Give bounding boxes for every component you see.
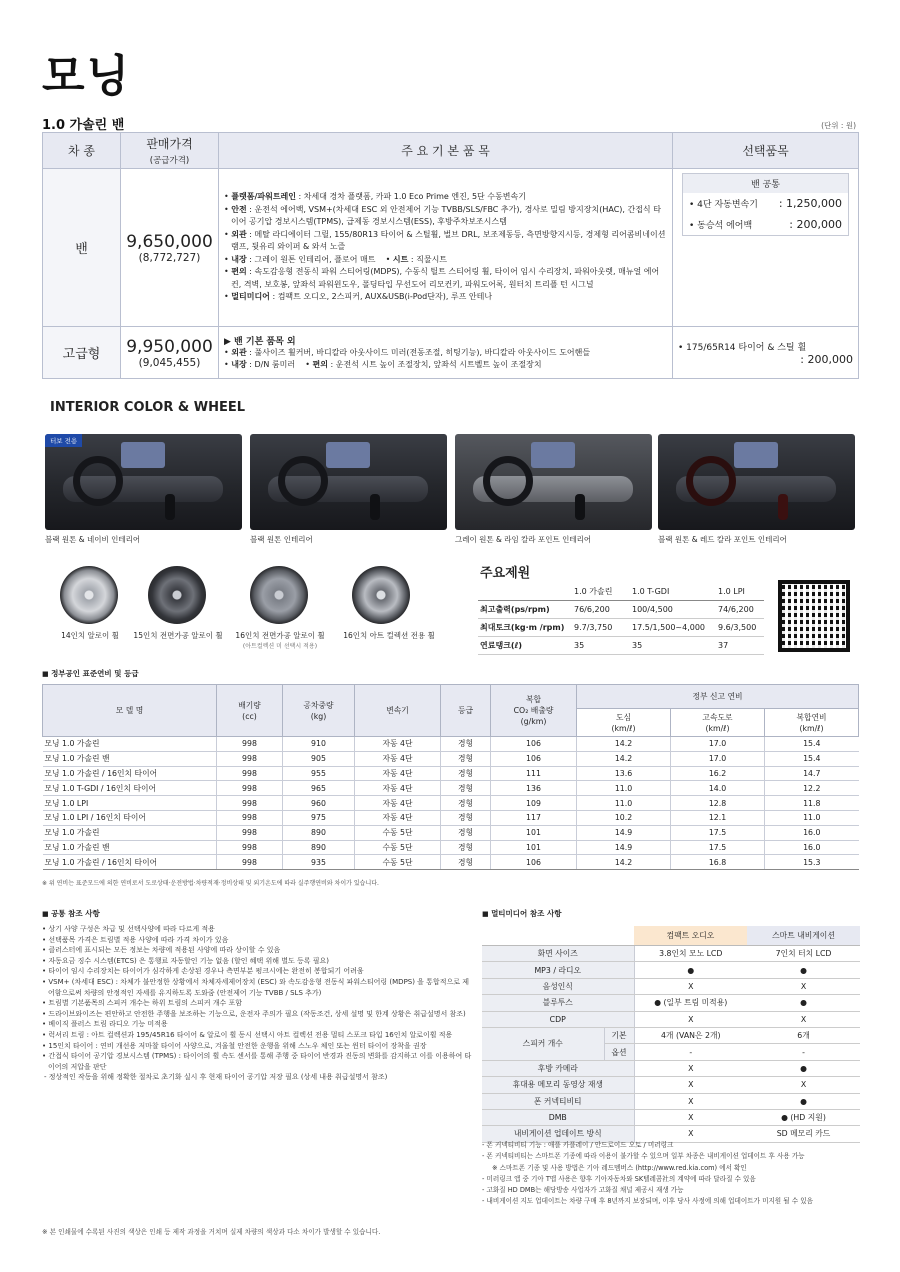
list-item: - 폰 커넥티비티 기능 : 애플 카플레이 / 안드로이드 오토 / 미러링크: [482, 1140, 860, 1151]
spec-col: 1.0 LPI: [716, 583, 764, 601]
fuel-cell: 자동 4단: [355, 766, 441, 781]
mm-col-nav: 스마트 내비게이션: [747, 926, 860, 946]
feature-value: : 직물시트: [408, 254, 448, 264]
wheel-image: [250, 566, 308, 624]
fuel-cell: 14.2: [577, 751, 671, 766]
fuel-cell: 101: [491, 840, 577, 855]
price-value: 9,950,000: [126, 336, 213, 357]
table-row: [43, 796, 859, 811]
h: (km/ℓ): [799, 723, 824, 733]
fuel-cell: 17.5: [671, 840, 765, 855]
header-features: 주 요 기 본 품 목: [219, 133, 673, 169]
common-notes: [42, 924, 474, 1083]
option-price: : 200,000: [800, 352, 853, 366]
options-premium: [673, 327, 859, 379]
option-price: : 1,250,000: [778, 197, 842, 210]
fuel-cell: 모닝 1.0 가솔린 밴: [43, 840, 217, 855]
mm-audio: 3.8인치 모노 LCD: [634, 946, 747, 962]
mm-audio: X: [634, 1077, 747, 1093]
fuel-cell: 17.0: [671, 751, 765, 766]
fuel-cell: 16.0: [765, 840, 859, 855]
fuel-cell: 자동 4단: [355, 751, 441, 766]
spec-col: 1.0 가솔린: [572, 583, 630, 601]
fuel-cell: 수동 5단: [355, 840, 441, 855]
h: CO₂ 배출량: [513, 706, 554, 715]
mm-col-audio: 컴팩트 오디오: [634, 926, 747, 946]
fuel-cell: 11.8: [765, 796, 859, 811]
mm-nav: 6개: [747, 1027, 860, 1043]
list-item: • 베이직 플러스 트림 라디오 기능 미적용: [42, 1019, 474, 1030]
mm-label: 스피커 개수: [482, 1027, 604, 1060]
mm-row: [482, 946, 860, 962]
spec-value: 76/6,200: [572, 601, 630, 619]
table-row: [43, 810, 859, 825]
h: (km/ℓ): [611, 723, 636, 733]
feature-item: [224, 347, 667, 360]
photo-caption: 블랙 원톤 & 레드 칼라 포인트 인테리어: [658, 535, 787, 544]
features-van: [219, 169, 673, 327]
trim-van: 밴: [43, 169, 121, 327]
fuel-cell: 자동 4단: [355, 810, 441, 825]
option-row: [683, 214, 848, 235]
mm-row: [482, 995, 860, 1011]
mm-audio: X: [634, 978, 747, 994]
h: 복합: [525, 695, 542, 704]
wheel-caption: 15인치 전면가공 알로이 휠: [133, 631, 223, 640]
option-name: • 4단 자동변속기: [689, 200, 758, 210]
mm-nav: ●: [747, 1093, 860, 1109]
fuel-cell: 955: [283, 766, 355, 781]
fuel-head-weight: [283, 685, 355, 737]
header-price-label: 판매가격: [146, 137, 193, 151]
wheel-caption: 16인치 전면가공 알로이 휠: [235, 631, 325, 640]
feature-key: 편의: [231, 267, 247, 277]
mm-label: MP3 / 라디오: [482, 962, 634, 978]
section-subtitle: 1.0 가솔린 밴: [42, 118, 125, 133]
feature-key: 내장: [231, 360, 247, 369]
mm-row: [482, 978, 860, 994]
h: (kg): [310, 711, 327, 721]
specs-title: 주요제원: [480, 566, 531, 581]
wheel-image: [352, 566, 410, 624]
fuel-cell: 109: [491, 796, 577, 811]
feature-key: 시트: [392, 254, 409, 264]
h: 고속도로: [702, 712, 733, 722]
table-row: [43, 825, 859, 840]
list-item: • 15인치 타이어 : 연비 개선용 저마찰 타이어 사양으로, 겨울철 안전한 운행을 위해 스노우 체인 또는 윈터 타이어 장착을 권장: [42, 1041, 474, 1052]
fuel-note: ※ 위 연비는 표준모드에 의한 연비로서 도로상태·운전방법·차량적재·정비상태 및 외기온도에 따라 실주행연비와 차이가 있습니다.: [42, 880, 379, 887]
mm-label: CDP: [482, 1011, 634, 1027]
fuel-cell: 998: [217, 796, 283, 811]
fuel-cell: 경형: [441, 781, 491, 796]
photo-caption: 블랙 원톤 인테리어: [250, 535, 313, 544]
spec-value: 74/6,200: [716, 601, 764, 619]
fuel-head-model: 모 델 명: [43, 685, 217, 737]
mm-audio: X: [634, 1011, 747, 1027]
list-item: - 폰 커넥티비티는 스마트폰 기종에 따라 이용이 불가할 수 있으며 일부 차종은 내비게이션 업데이트 후 사용 가능: [482, 1151, 860, 1162]
feature-item: [224, 204, 667, 229]
interior-photo: [658, 434, 855, 530]
list-item: • 클러스터에 표시되는 모든 정보는 차량에 적용된 사양에 따라 상이할 수 있음: [42, 945, 474, 956]
fuel-cell: 910: [283, 737, 355, 752]
mm-audio: X: [634, 1060, 747, 1076]
table-row: [43, 766, 859, 781]
fuel-cell: 경형: [441, 825, 491, 840]
mm-audio: -: [634, 1044, 747, 1060]
mm-audio: X: [634, 1126, 747, 1142]
wheel-caption: 14인치 알로이 휠: [61, 631, 119, 640]
fuel-cell: 14.7: [765, 766, 859, 781]
mm-audio: 4개 (VAN은 2개): [634, 1027, 747, 1043]
price-premium: [121, 327, 219, 379]
fuel-cell: 14.2: [577, 855, 671, 870]
spec-value: 17.5/1,500~4,000: [630, 619, 716, 637]
fuel-cell: 12.2: [765, 781, 859, 796]
option-box-title: 밴 공통: [683, 174, 848, 193]
multimedia-section-title: ■ 멀티미디어 참조 사항: [482, 908, 562, 919]
list-item: - 고화질 HD DMB는 해당방송 사업자가 고화질 채널 제공시 재생 가능: [482, 1185, 860, 1196]
mm-row: [482, 1060, 860, 1076]
feature-value: : 컴팩트 오디오, 2스피커, AUX&USB(i-Pod단자), 루프 안테나: [269, 292, 493, 302]
fuel-cell: 106: [491, 855, 577, 870]
spec-row: [478, 601, 764, 619]
fuel-cell: 11.0: [577, 781, 671, 796]
mm-nav: X: [747, 1077, 860, 1093]
unit-note: (단위 : 원): [821, 121, 856, 130]
table-row: [43, 840, 859, 855]
fuel-cell: 998: [217, 751, 283, 766]
h: (g/km): [520, 717, 547, 726]
interior-photo: [45, 434, 242, 530]
fuel-cell: 998: [217, 766, 283, 781]
feature-item: • 내장 : 그레이 원톤 인테리어, 플로어 매트 • 시트 : 직물시트: [224, 254, 667, 267]
list-item: - 내비게이션 지도 업데이트는 차량 구매 후 8년까지 보장되며, 이후 당사 사정에 의해 업데이트가 미지원 될 수 있음: [482, 1196, 860, 1207]
fuel-cell: 15.4: [765, 751, 859, 766]
fuel-cell: 136: [491, 781, 577, 796]
wheel-caption: 16인치 아트 컬렉션 전용 휠: [343, 631, 435, 640]
fuel-cell: 수동 5단: [355, 855, 441, 870]
photo-caption: 블랙 원톤 & 네이비 인테리어: [45, 535, 141, 544]
option-name: • 175/65R14 타이어 & 스틸 휠: [678, 342, 807, 353]
fuel-cell: 11.0: [577, 796, 671, 811]
feature-value: : 그레이 원톤 인테리어, 플로어 매트: [246, 254, 376, 264]
fuel-cell: 998: [217, 781, 283, 796]
header-price-sub: (공급가격): [149, 156, 190, 166]
mm-audio: X: [634, 1109, 747, 1125]
mm-label: DMB: [482, 1109, 634, 1125]
feature-value: : 풀사이즈 휠커버, 바디칼라 아웃사이드 미러(전동조절, 히팅기능), 바디칼라 아웃사이드 도어핸들: [246, 347, 591, 357]
fuel-head-disp: [217, 685, 283, 737]
wheel-note: (아트컬렉션 미 선택시 적용): [242, 643, 318, 650]
fuel-cell: 935: [283, 855, 355, 870]
mm-nav: 7인치 터치 LCD: [747, 946, 860, 962]
fuel-cell: 12.8: [671, 796, 765, 811]
mm-row: [482, 1109, 860, 1125]
table-row: [43, 855, 859, 870]
mm-label: 휴대용 메모리 동영상 재생: [482, 1077, 634, 1093]
feature-value: : 차세대 경차 플랫폼, 카파 1.0 Eco Prime 엔진, 5단 수동변속기: [296, 192, 526, 202]
fuel-cell: 14.9: [577, 840, 671, 855]
feature-item: [224, 291, 667, 304]
feature-key: 멀티미디어: [231, 292, 270, 302]
fuel-head-hwy: [671, 709, 765, 737]
list-item: • 간접식 타이어 공기압 경보시스템 (TPMS) : 타이어의 휠 속도 센서를 통해 주행 중 타이어 반경과 진동의 변화를 감지하고 이를 이용하여 타이어의 저압을 판단: [42, 1051, 474, 1072]
options-van: [673, 169, 859, 327]
list-item: ※ 스마트폰 기종 및 사용 방법은 기아 레드멤버스 (http://www.red.kia.com) 에서 확인: [492, 1163, 747, 1172]
mm-sublabel: 옵션: [604, 1044, 634, 1060]
wheel-image: [148, 566, 206, 624]
mm-nav: ●: [747, 1060, 860, 1076]
mm-label: 후방 카메라: [482, 1060, 634, 1076]
option-name: • 동승석 에어백: [689, 221, 753, 231]
mm-audio: ●: [634, 962, 747, 978]
footer-note: ※ 본 인쇄물에 수록된 사진의 색상은 인쇄 등 제작 과정을 거치며 실제 차량의 색상과 다소 차이가 발생할 수 있습니다.: [42, 1228, 381, 1236]
feature-key: 외관: [231, 229, 247, 239]
photo-caption: 그레이 원톤 & 라임 칼라 포인트 인테리어: [455, 535, 592, 544]
fuel-cell: 106: [491, 751, 577, 766]
mm-nav: X: [747, 978, 860, 994]
fuel-cell: 모닝 1.0 가솔린 / 16인치 타이어: [43, 766, 217, 781]
mm-nav: ●: [747, 962, 860, 978]
mm-sublabel: 기본: [604, 1027, 634, 1043]
feature-item: [224, 191, 667, 204]
mm-nav: SD 메모리 카드: [747, 1126, 860, 1142]
premium-head: ▶ 밴 기본 품목 외: [224, 336, 296, 347]
fuel-cell: 16.8: [671, 855, 765, 870]
mm-label: 내비게이션 업데이트 방식: [482, 1126, 634, 1142]
fuel-cell: 16.0: [765, 825, 859, 840]
list-item: - 미러링크 앱 중 기아 T맵 사용은 향후 기아자동차와 SK텔레콤社의 계약에 따라 달라질 수 있음: [482, 1174, 860, 1185]
fuel-cell: 998: [217, 855, 283, 870]
option-price: : 200,000: [789, 218, 842, 231]
h: (km/ℓ): [705, 723, 730, 733]
mm-row: [482, 962, 860, 978]
table-row: [43, 781, 859, 796]
spec-label: 최대토크(kg·m /rpm): [478, 619, 572, 637]
table-row: [43, 751, 859, 766]
multimedia-notes: [482, 1140, 860, 1208]
fuel-head-grade: 등급: [441, 685, 491, 737]
fuel-head-co2: [491, 685, 577, 737]
spec-row: [478, 637, 764, 655]
mm-nav: -: [747, 1044, 860, 1060]
fuel-cell: 모닝 1.0 T-GDI / 16인치 타이어: [43, 781, 217, 796]
mm-row: [482, 1027, 860, 1043]
fuel-cell: 960: [283, 796, 355, 811]
option-row: [683, 193, 848, 214]
trim-premium: 고급형: [43, 327, 121, 379]
fuel-cell: 16.2: [671, 766, 765, 781]
fuel-cell: 998: [217, 810, 283, 825]
mm-nav: X: [747, 1011, 860, 1027]
mm-label: 음성인식: [482, 978, 634, 994]
feature-item: • 내장 : D/N 룸미러 • 편의 : 운전석 시트 높이 조절장치, 앞좌석 시트벨트 높이 조절장치: [224, 359, 667, 372]
specs-table: [478, 583, 764, 655]
spec-label: 최고출력(ps/rpm): [478, 601, 572, 619]
fuel-head-comb: [765, 709, 859, 737]
feature-key: 플랫폼/파워트레인: [231, 192, 297, 202]
list-item: • 트림별 기본품목의 스피커 개수는 하위 트림의 스피커 개수 포함: [42, 998, 474, 1009]
fuel-cell: 14.0: [671, 781, 765, 796]
spec-row: [478, 619, 764, 637]
fuel-cell: 모닝 1.0 가솔린: [43, 825, 217, 840]
fuel-cell: 14.9: [577, 825, 671, 840]
fuel-cell: 모닝 1.0 LPI: [43, 796, 217, 811]
feature-key: 내장: [231, 254, 247, 264]
interior-photo: [455, 434, 652, 530]
list-item: • VSM+ (차세대 ESC) : 차체가 불안정한 상황에서 차체자세제어장치 (ESC) 와 속도감응형 전동식 파워스티어링 (MDPS) 을 통합적으로 제어함으로써 차량의 안정적인 자세를 유지하도록 도와줌 (안전제어 기능 TVBB / SLS 추가): [42, 977, 474, 998]
fuel-cell: 자동 4단: [355, 781, 441, 796]
fuel-cell: 11.0: [765, 810, 859, 825]
fuel-cell: 998: [217, 737, 283, 752]
mm-row: [482, 1093, 860, 1109]
feature-item: [224, 229, 667, 254]
feature-value: : D/N 룸미러: [246, 360, 296, 369]
fuel-cell: 경형: [441, 766, 491, 781]
fuel-cell: 12.1: [671, 810, 765, 825]
mm-audio: X: [634, 1093, 747, 1109]
fuel-cell: 14.2: [577, 737, 671, 752]
interior-title: INTERIOR COLOR & WHEEL: [50, 400, 246, 415]
h: 배기량: [238, 700, 261, 710]
fuel-cell: 모닝 1.0 가솔린: [43, 737, 217, 752]
mm-label: 화면 사이즈: [482, 946, 634, 962]
list-item: • 선택품목 가격은 트림별 적용 사양에 따라 가격 차이가 있음: [42, 935, 474, 946]
fuel-section-title: ■ 정부공인 표준연비 및 등급: [42, 668, 139, 679]
feature-value: : 속도감응형 전동식 파워 스티어링(MDPS), 수동식 틸트 스티어링 휠, 타이어 임시 수리장치, 파워아웃렛, 매뉴얼 에어컨, 격벽, 보호봉, 앞좌석 파워윈도우, 폴딩타입 무선도어 리모컨키, 파워도어록, 원터치 트리플 턴 시그널: [231, 267, 660, 289]
multimedia-table: [482, 926, 860, 1143]
fuel-cell: 경형: [441, 796, 491, 811]
h: 복합연비: [796, 712, 827, 722]
fuel-cell: 117: [491, 810, 577, 825]
spec-value: 9.7/3,750: [572, 619, 630, 637]
fuel-table: [42, 684, 859, 870]
spec-head-empty: [478, 583, 572, 601]
fuel-cell: 모닝 1.0 LPI / 16인치 타이어: [43, 810, 217, 825]
fuel-head-city: [577, 709, 671, 737]
fuel-cell: 890: [283, 840, 355, 855]
fuel-cell: 경형: [441, 737, 491, 752]
fuel-cell: 975: [283, 810, 355, 825]
turbo-tag: 터보 전용: [45, 434, 82, 447]
fuel-cell: 17.0: [671, 737, 765, 752]
spec-label: 연료탱크(ℓ): [478, 637, 572, 655]
list-item-sub: - 정상적인 작동을 위해 정확한 절차로 초기화 실시 후 현재 타이어 공기압 저장 필요 (상세 내용 취급설명서 참조): [44, 1073, 388, 1082]
fuel-cell: 경형: [441, 751, 491, 766]
fuel-cell: 15.4: [765, 737, 859, 752]
price-van: [121, 169, 219, 327]
table-row: [43, 737, 859, 752]
fuel-cell: 자동 4단: [355, 796, 441, 811]
mm-label: 폰 커넥티비티: [482, 1093, 634, 1109]
fuel-cell: 경형: [441, 840, 491, 855]
fuel-cell: 13.6: [577, 766, 671, 781]
feature-value: : 운전석 에어백, VSM+(차세대 ESC 외 안전제어 기능 TVBB/SLS/FBC 추가), 경사로 밀림 방지장치(HAC), 간접식 타이어 공기압 경보시스템(TPMS), 급제동 경보시스템(ESS), 후방주차보조시스템: [231, 204, 661, 227]
list-item: • 상기 사양 구성은 차급 및 선택사양에 따라 다르게 적용: [42, 924, 474, 935]
fuel-cell: 890: [283, 825, 355, 840]
qr-code[interactable]: [778, 580, 850, 652]
mm-row: [482, 1077, 860, 1093]
supply-price: (9,045,455): [138, 356, 201, 369]
spec-col: 1.0 T-GDI: [630, 583, 716, 601]
spec-value: 37: [716, 637, 764, 655]
fuel-cell: 모닝 1.0 가솔린 밴: [43, 751, 217, 766]
header-price: [121, 133, 219, 169]
fuel-cell: 998: [217, 825, 283, 840]
fuel-head-gov: 정부 신고 연비: [577, 685, 859, 709]
list-item: • 자동요금 징수 시스템(ETCS) 은 통행료 자동할인 기능 없음 (할인 혜택 위해 별도 등록 필요): [42, 956, 474, 967]
mm-nav: ● (HD 지원): [747, 1109, 860, 1125]
supply-price: (8,772,727): [138, 251, 201, 264]
option-box: [682, 173, 849, 236]
feature-key: 외관: [231, 347, 247, 357]
fuel-cell: 모닝 1.0 가솔린 / 16인치 타이어: [43, 855, 217, 870]
feature-item: [224, 266, 667, 291]
common-section-title: ■ 공통 참조 사항: [42, 908, 100, 919]
fuel-cell: 111: [491, 766, 577, 781]
spec-value: 100/4,500: [630, 601, 716, 619]
fuel-cell: 101: [491, 825, 577, 840]
fuel-cell: 수동 5단: [355, 825, 441, 840]
fuel-cell: 17.5: [671, 825, 765, 840]
spec-value: 9.6/3,500: [716, 619, 764, 637]
fuel-cell: 15.3: [765, 855, 859, 870]
list-item: • 럭셔리 트림 : 아트 컬렉션과 195/45R16 타이어 & 알로이 휠 동시 선택시 아트 컬렉션 전용 멀티 스포크 타입 16인치 알로이휠 적용: [42, 1030, 474, 1041]
fuel-cell: 905: [283, 751, 355, 766]
header-options: 선택품목: [673, 133, 859, 169]
mm-nav: ●: [747, 995, 860, 1011]
fuel-cell: 경형: [441, 855, 491, 870]
spec-value: 35: [630, 637, 716, 655]
feature-key: 편의: [312, 360, 328, 369]
list-item: • 타이어 임시 수리장치는 타이어가 심각하게 손상된 경우나 측면부분 펑크시에는 완전히 봉합되기 어려움: [42, 966, 474, 977]
fuel-cell: 10.2: [577, 810, 671, 825]
price-table: [42, 132, 858, 379]
feature-key: 안전: [231, 204, 247, 214]
interior-photo: [250, 434, 447, 530]
list-item: • 드라이브와이즈는 편안하고 안전한 주행을 보조하는 기능으로, 운전자 주의가 필요 (작동조건, 상세 설명 및 한계 상황은 취급설명서 참조): [42, 1009, 474, 1020]
fuel-cell: 998: [217, 840, 283, 855]
feature-value: : 메탈 라디에이터 그릴, 155/80R13 타이어 & 스틸휠, 벌브 DRL, 보조제동등, 측면방향지시등, 경제형 리어콤비네이션 램프, 뒷유리 와이퍼 & 와셔 노즐: [231, 229, 666, 252]
feature-value: : 운전석 시트 높이 조절장치, 앞좌석 시트벨트 높이 조절장치: [328, 360, 542, 369]
mm-label: 블루투스: [482, 995, 634, 1011]
page-title: 모닝: [42, 51, 132, 102]
spec-value: 35: [572, 637, 630, 655]
h: 도심: [615, 712, 632, 722]
wheel-image: [60, 566, 118, 624]
mm-row: [482, 1011, 860, 1027]
header-trim: 차 종: [43, 133, 121, 169]
mm-audio: ● (일부 트림 미적용): [634, 995, 747, 1011]
fuel-cell: 965: [283, 781, 355, 796]
fuel-cell: 106: [491, 737, 577, 752]
fuel-cell: 자동 4단: [355, 737, 441, 752]
mm-head-empty: [482, 926, 634, 946]
fuel-cell: 경형: [441, 810, 491, 825]
h: (cc): [242, 711, 257, 721]
fuel-head-trans: 변속기: [355, 685, 441, 737]
price-value: 9,650,000: [126, 231, 213, 252]
features-premium: [219, 327, 673, 379]
h: 공차중량: [303, 700, 334, 710]
